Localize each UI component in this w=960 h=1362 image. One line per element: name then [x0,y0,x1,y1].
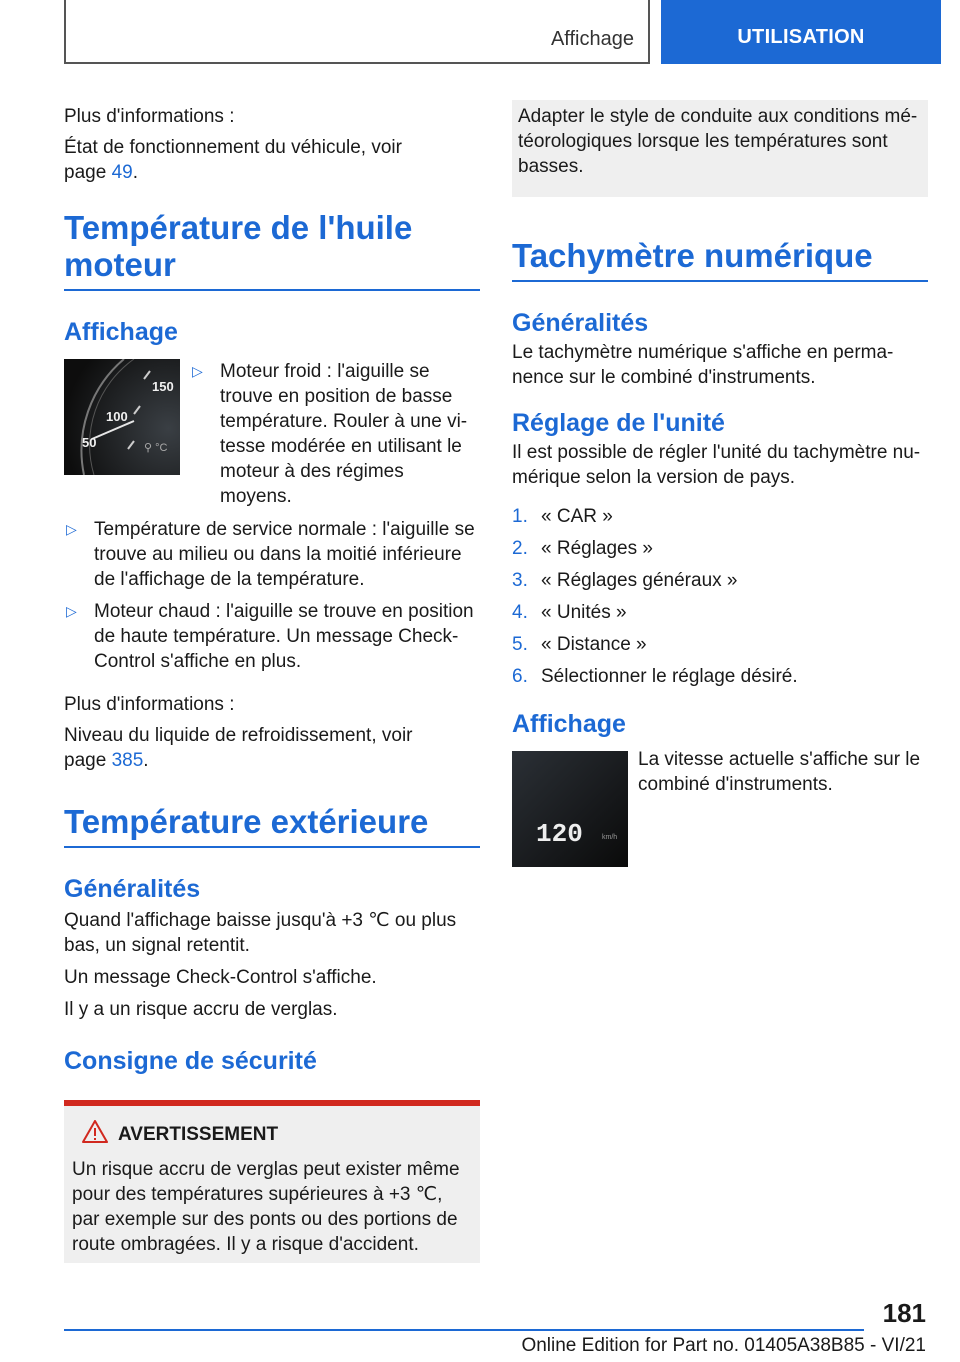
heading-display: Affichage [64,318,178,346]
general-para-1: Quand l'affichage baisse jusqu'à +3 ℃ ou plus bas, un signal retentit. [64,910,457,956]
digital-speedometer-image [512,751,628,867]
list-item: 5. « Distance » [512,634,647,655]
list-item: 3. « Réglages généraux » [512,570,738,591]
svg-text:⚲ °C: ⚲ °C [144,442,168,454]
warning-header [72,1120,472,1149]
right-column [512,104,928,867]
page-link-49[interactable]: 49 [111,162,133,183]
unit-setting-text: Il est possible de régler l'unité du tachymètre numérique selon la version de pays. [512,442,921,488]
list-item: 2. « Réglages » [512,538,653,559]
gauge-label-50: 50 [82,435,97,450]
heading-general-right: Généralités [512,309,649,337]
list-item: 4. « Unités » [512,602,627,623]
bullet-cold-engine: ▷ Moteur froid : l'aiguille se trouve en position de basse température. Rouler à une vitesse modérée en utilisant le moteur à des régimes moyens. [190,359,480,509]
oil-temperature-gauge-image [64,359,180,475]
footer-edition: Online Edition for Part no. 01405A38B85 - VI/21 [521,1335,926,1356]
bullet-hot-engine: ▷ Moteur chaud : l'aiguille se trouve en position de haute température. Un message Check-Control s'affiche en plus. [64,599,480,674]
speed-display-text: La vitesse actuelle s'affiche sur le combiné d'instruments. [638,749,921,795]
gauge-label-100: 100 [106,409,128,424]
heading-unit-setting: Réglage de l'unité [512,409,725,437]
vehicle-state-ref: État de fonctionnement du véhicule, voir page 49. [64,137,402,183]
bullet-normal-temp: ▷ Température de service normale : l'aiguille se trouve au milieu ou dans la moitié inférieure de l'affichage de la température. [64,517,480,592]
heading-general: Généralités [64,875,201,903]
list-item: 6. Sélectionner le réglage désiré. [512,666,798,687]
page-number: 181 [882,1298,926,1328]
speed-value: 120 [536,819,583,849]
chapter-tab[interactable]: UTILISATION [661,0,941,64]
heading-outside-temperature: Température extérieure [64,803,480,848]
coolant-ref: Niveau du liquide de refroidissement, voir page 385. [64,725,413,771]
general-para-3: Il y a un risque accru de verglas. [64,999,338,1020]
more-info-label-2: Plus d'informations : [64,694,235,715]
speedo-row [512,751,928,867]
warning-triangle-icon [82,1120,108,1149]
more-info-label: Plus d'informations : [64,106,235,127]
weather-advice-box [512,100,928,197]
speed-unit: km/h [602,834,618,841]
header-frame [64,0,650,64]
gauge-label-150: 150 [152,379,174,394]
heading-safety: Consigne de sécurité [64,1047,317,1075]
warning-text: Un risque accru de verglas peut exister même pour des températures supérieures à +3 ℃, par exemple sur des ponts ou des portions de route ombragées. Il y a risque d'accident. [72,1159,460,1255]
warning-title: AVERTISSEMENT [118,1123,279,1145]
warning-box [64,1100,480,1263]
page-link-385[interactable]: 385 [111,750,144,771]
steps-list [512,504,928,689]
speedo-general-text: Le tachymètre numérique s'affiche en permanence sur le combiné d'instruments. [512,342,894,388]
section-title: Affichage [550,28,634,50]
heading-display-right: Affichage [512,710,626,738]
left-column [64,104,480,1263]
list-item: 1. « CAR » [512,506,613,527]
footer-rule [64,1329,864,1331]
weather-advice-text: Adapter le style de conduite aux conditions météorologiques lorsque les températures sont basses. [518,106,918,177]
gauge-row [64,359,480,509]
general-para-2: Un message Check-Control s'affiche. [64,967,377,988]
heading-oil-temperature: Température de l'huile moteur [64,209,480,291]
heading-digital-speedometer: Tachymètre numérique [512,237,928,282]
